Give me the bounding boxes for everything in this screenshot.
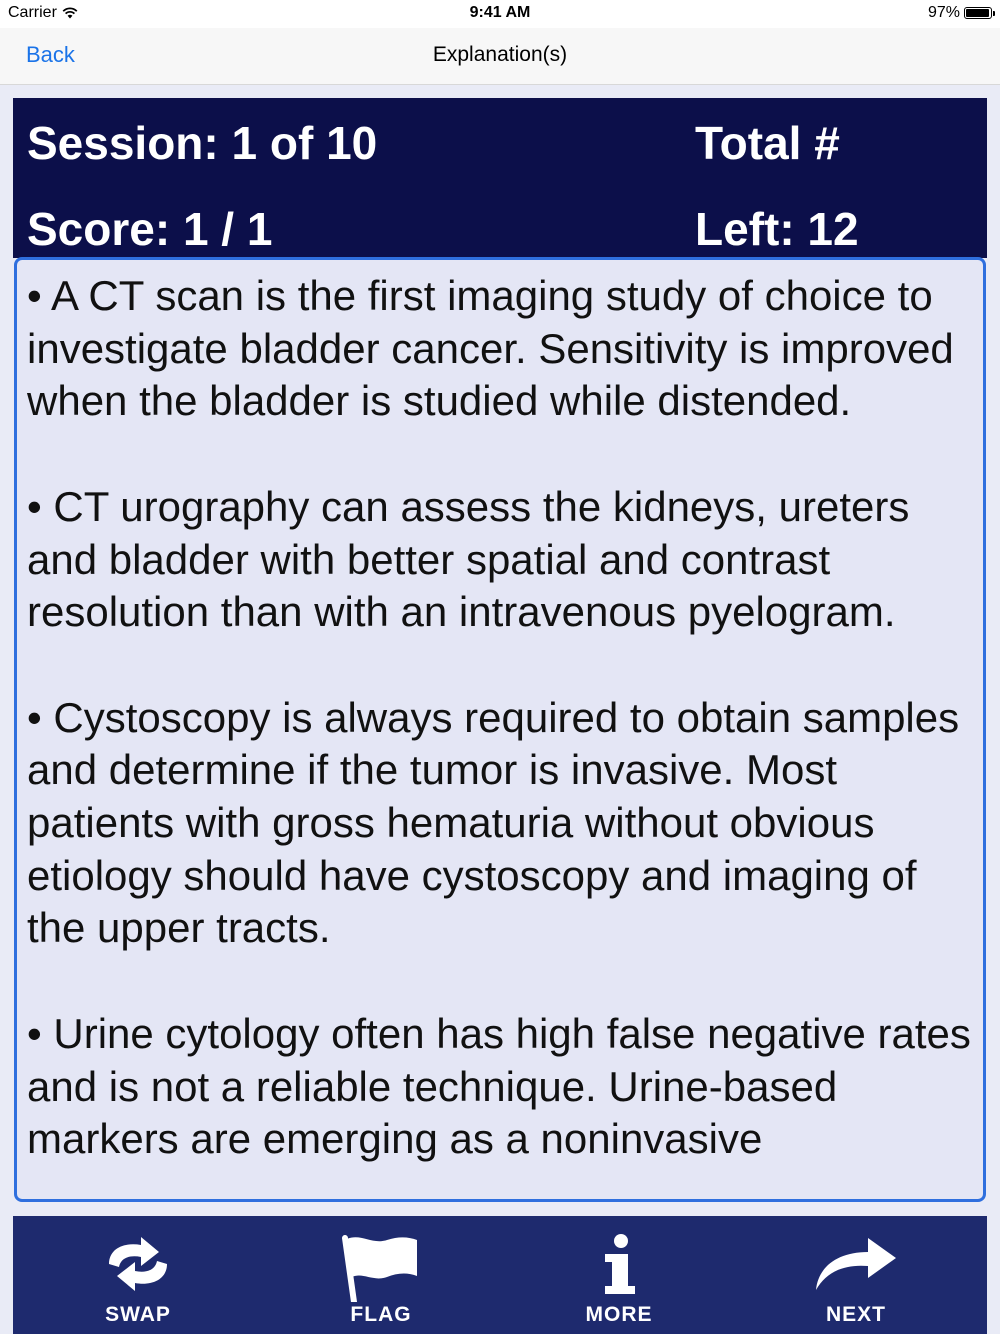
flag-button[interactable] <box>301 1216 461 1334</box>
swap-icon <box>101 1234 175 1294</box>
battery-indicator <box>928 4 992 22</box>
total-label: Total # <box>695 117 840 169</box>
explanation-paragraph: • A CT scan is the first imaging study of choice to investigate bladder cancer. Sensitivity is improved when the bladder is studied while distended. <box>27 272 954 425</box>
swap-button[interactable] <box>58 1216 218 1334</box>
bottom-toolbar <box>13 1216 987 1334</box>
score-panel <box>13 98 987 258</box>
more-label: MORE <box>585 1303 653 1326</box>
explanation-content <box>27 270 975 1202</box>
battery-icon <box>964 7 992 19</box>
page-title: Explanation(s) <box>432 43 568 66</box>
more-button[interactable] <box>539 1216 699 1334</box>
navigation-bar <box>0 28 1000 85</box>
info-icon <box>599 1234 639 1296</box>
remaining-counter: Left: 12 <box>695 203 859 255</box>
carrier-label: Carrier <box>8 4 57 21</box>
status-bar <box>0 0 1000 28</box>
score-counter: Score: 1 / 1 <box>27 203 273 255</box>
flag-label: FLAG <box>350 1303 412 1326</box>
status-time: 9:41 AM <box>469 4 531 21</box>
next-button[interactable] <box>776 1216 936 1334</box>
flag-icon <box>339 1234 423 1302</box>
explanation-paragraph: • CT urography can assess the kidneys, ureters and bladder with better spatial and contrast resolution than with an intravenous pyelogram. <box>27 482 910 636</box>
explanation-paragraph: • Cystoscopy is always required to obtain samples and determine if the tumor is invasive. Most patients with gross hematuria without obvious etiology should have cystoscopy and imaging of the upper tracts. <box>27 693 960 952</box>
session-counter: Session: 1 of 10 <box>27 117 378 169</box>
back-button[interactable]: Back <box>26 42 75 67</box>
explanation-text-view[interactable] <box>14 257 986 1202</box>
battery-percent: 97% <box>927 4 960 21</box>
next-label: NEXT <box>825 1303 886 1326</box>
swap-label: SWAP <box>105 1303 171 1326</box>
explanation-paragraph: • Urine cytology often has high false negative rates and is not a reliable technique. Urine-based markers are emerging as a noninvasive <box>27 1009 971 1163</box>
forward-arrow-icon <box>814 1234 898 1292</box>
battery-fill <box>966 9 989 17</box>
